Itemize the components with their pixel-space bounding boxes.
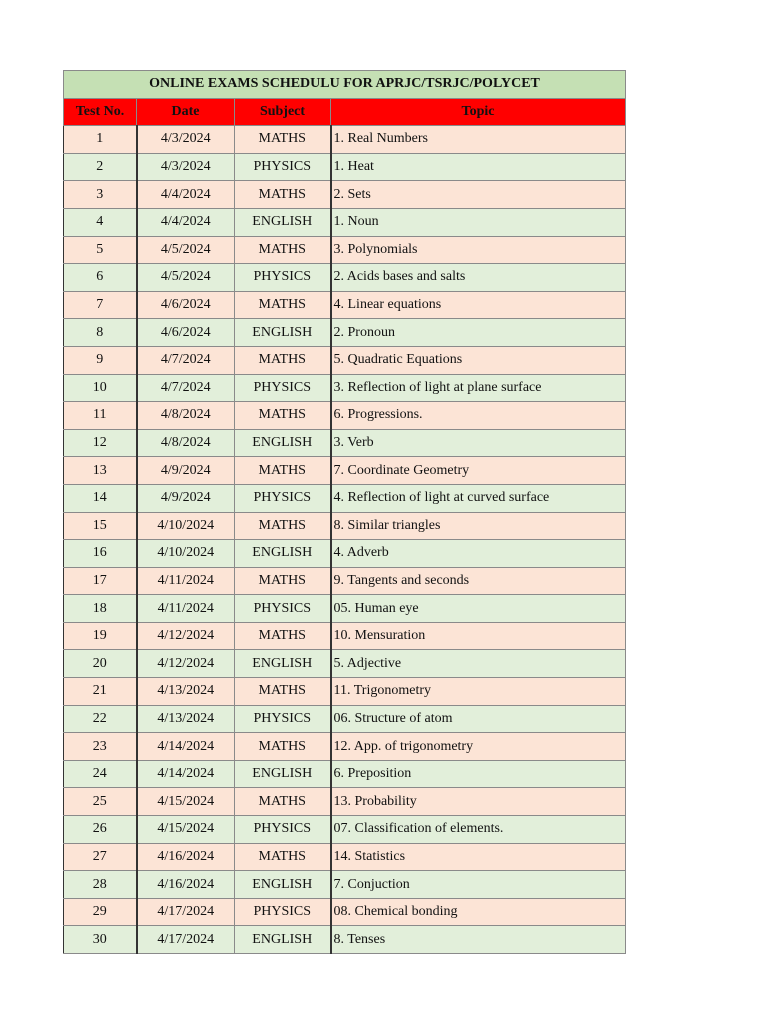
cell-test-no: 30 — [64, 926, 137, 954]
cell-test-no: 2 — [64, 153, 137, 181]
table-row — [64, 871, 626, 899]
cell-subject: ENGLISH — [235, 540, 331, 568]
cell-topic: 08. Chemical bonding — [331, 898, 626, 926]
cell-date: 4/6/2024 — [137, 291, 235, 319]
cell-topic: 06. Structure of atom — [331, 705, 626, 733]
cell-topic: 7. Conjuction — [331, 871, 626, 899]
table-row — [64, 346, 626, 374]
cell-test-no: 25 — [64, 788, 137, 816]
cell-date: 4/9/2024 — [137, 457, 235, 485]
table-row — [64, 319, 626, 347]
cell-topic: 3. Reflection of light at plane surface — [331, 374, 626, 402]
cell-date: 4/5/2024 — [137, 236, 235, 264]
cell-topic: 4. Reflection of light at curved surface — [331, 484, 626, 512]
table-row — [64, 402, 626, 430]
cell-test-no: 23 — [64, 733, 137, 761]
cell-date: 4/11/2024 — [137, 595, 235, 623]
cell-subject: MATHS — [235, 678, 331, 706]
table-row — [64, 181, 626, 209]
cell-subject: MATHS — [235, 843, 331, 871]
cell-test-no: 21 — [64, 678, 137, 706]
cell-date: 4/7/2024 — [137, 346, 235, 374]
cell-test-no: 29 — [64, 898, 137, 926]
cell-test-no: 3 — [64, 181, 137, 209]
table-row — [64, 374, 626, 402]
table-row — [64, 898, 626, 926]
cell-subject: PHYSICS — [235, 484, 331, 512]
table-row — [64, 926, 626, 954]
cell-topic: 8. Similar triangles — [331, 512, 626, 540]
cell-date: 4/16/2024 — [137, 871, 235, 899]
cell-test-no: 13 — [64, 457, 137, 485]
cell-topic: 1. Noun — [331, 208, 626, 236]
cell-subject: ENGLISH — [235, 429, 331, 457]
cell-date: 4/5/2024 — [137, 264, 235, 292]
cell-test-no: 27 — [64, 843, 137, 871]
table-row — [64, 153, 626, 181]
cell-test-no: 4 — [64, 208, 137, 236]
cell-topic: 4. Linear equations — [331, 291, 626, 319]
cell-topic: 14. Statistics — [331, 843, 626, 871]
table-row — [64, 484, 626, 512]
cell-test-no: 24 — [64, 760, 137, 788]
cell-subject: PHYSICS — [235, 705, 331, 733]
cell-test-no: 9 — [64, 346, 137, 374]
cell-topic: 05. Human eye — [331, 595, 626, 623]
cell-subject: PHYSICS — [235, 264, 331, 292]
cell-test-no: 1 — [64, 126, 137, 154]
table-row — [64, 760, 626, 788]
cell-subject: MATHS — [235, 512, 331, 540]
cell-test-no: 20 — [64, 650, 137, 678]
cell-subject: PHYSICS — [235, 816, 331, 844]
cell-date: 4/17/2024 — [137, 898, 235, 926]
cell-subject: PHYSICS — [235, 595, 331, 623]
cell-test-no: 17 — [64, 567, 137, 595]
table-row — [64, 236, 626, 264]
cell-test-no: 22 — [64, 705, 137, 733]
cell-topic: 12. App. of trigonometry — [331, 733, 626, 761]
table-title-row — [64, 71, 626, 99]
cell-date: 4/10/2024 — [137, 512, 235, 540]
cell-subject: ENGLISH — [235, 319, 331, 347]
cell-topic: 2. Pronoun — [331, 319, 626, 347]
cell-topic: 8. Tenses — [331, 926, 626, 954]
cell-date: 4/10/2024 — [137, 540, 235, 568]
table-row — [64, 457, 626, 485]
cell-subject: MATHS — [235, 346, 331, 374]
cell-date: 4/4/2024 — [137, 181, 235, 209]
header-topic: Topic — [331, 98, 626, 126]
cell-date: 4/9/2024 — [137, 484, 235, 512]
table-row — [64, 567, 626, 595]
table-row — [64, 650, 626, 678]
table-row — [64, 512, 626, 540]
cell-subject: PHYSICS — [235, 374, 331, 402]
cell-date: 4/14/2024 — [137, 760, 235, 788]
cell-test-no: 10 — [64, 374, 137, 402]
cell-date: 4/16/2024 — [137, 843, 235, 871]
cell-date: 4/4/2024 — [137, 208, 235, 236]
cell-topic: 2. Acids bases and salts — [331, 264, 626, 292]
cell-subject: MATHS — [235, 457, 331, 485]
cell-subject: ENGLISH — [235, 650, 331, 678]
cell-topic: 5. Adjective — [331, 650, 626, 678]
cell-topic: 1. Real Numbers — [331, 126, 626, 154]
cell-subject: PHYSICS — [235, 898, 331, 926]
table-row — [64, 540, 626, 568]
cell-test-no: 19 — [64, 622, 137, 650]
cell-topic: 6. Preposition — [331, 760, 626, 788]
cell-test-no: 12 — [64, 429, 137, 457]
cell-test-no: 8 — [64, 319, 137, 347]
table-title: ONLINE EXAMS SCHEDULU FOR APRJC/TSRJC/POLYCET — [64, 71, 626, 99]
header-test-no: Test No. — [64, 98, 137, 126]
table-row — [64, 733, 626, 761]
table-row — [64, 291, 626, 319]
exam-schedule-table — [63, 70, 626, 954]
cell-topic: 07. Classification of elements. — [331, 816, 626, 844]
cell-test-no: 5 — [64, 236, 137, 264]
table-row — [64, 705, 626, 733]
cell-topic: 5. Quadratic Equations — [331, 346, 626, 374]
table-row — [64, 429, 626, 457]
table-row — [64, 843, 626, 871]
cell-date: 4/3/2024 — [137, 126, 235, 154]
table-row — [64, 208, 626, 236]
cell-date: 4/12/2024 — [137, 650, 235, 678]
table-row — [64, 126, 626, 154]
cell-test-no: 14 — [64, 484, 137, 512]
table-row — [64, 622, 626, 650]
cell-date: 4/17/2024 — [137, 926, 235, 954]
cell-date: 4/13/2024 — [137, 678, 235, 706]
cell-test-no: 16 — [64, 540, 137, 568]
cell-topic: 3. Polynomials — [331, 236, 626, 264]
cell-test-no: 6 — [64, 264, 137, 292]
header-subject: Subject — [235, 98, 331, 126]
cell-subject: PHYSICS — [235, 153, 331, 181]
table-row — [64, 678, 626, 706]
cell-subject: ENGLISH — [235, 926, 331, 954]
cell-subject: MATHS — [235, 402, 331, 430]
cell-subject: MATHS — [235, 622, 331, 650]
cell-date: 4/7/2024 — [137, 374, 235, 402]
cell-date: 4/11/2024 — [137, 567, 235, 595]
cell-topic: 13. Probability — [331, 788, 626, 816]
cell-topic: 6. Progressions. — [331, 402, 626, 430]
table-row — [64, 788, 626, 816]
cell-test-no: 11 — [64, 402, 137, 430]
cell-subject: MATHS — [235, 788, 331, 816]
cell-subject: MATHS — [235, 567, 331, 595]
cell-topic: 11. Trigonometry — [331, 678, 626, 706]
table-row — [64, 595, 626, 623]
header-date: Date — [137, 98, 235, 126]
cell-topic: 1. Heat — [331, 153, 626, 181]
cell-subject: MATHS — [235, 181, 331, 209]
table-row — [64, 816, 626, 844]
cell-date: 4/15/2024 — [137, 788, 235, 816]
cell-subject: MATHS — [235, 291, 331, 319]
cell-date: 4/8/2024 — [137, 429, 235, 457]
cell-date: 4/3/2024 — [137, 153, 235, 181]
cell-topic: 2. Sets — [331, 181, 626, 209]
cell-topic: 3. Verb — [331, 429, 626, 457]
cell-subject: MATHS — [235, 126, 331, 154]
cell-date: 4/8/2024 — [137, 402, 235, 430]
cell-date: 4/15/2024 — [137, 816, 235, 844]
table-header-row — [64, 98, 626, 126]
cell-topic: 4. Adverb — [331, 540, 626, 568]
cell-test-no: 7 — [64, 291, 137, 319]
cell-subject: ENGLISH — [235, 871, 331, 899]
cell-topic: 7. Coordinate Geometry — [331, 457, 626, 485]
cell-date: 4/14/2024 — [137, 733, 235, 761]
table-row — [64, 264, 626, 292]
cell-test-no: 28 — [64, 871, 137, 899]
cell-subject: ENGLISH — [235, 208, 331, 236]
cell-test-no: 15 — [64, 512, 137, 540]
cell-subject: MATHS — [235, 236, 331, 264]
cell-subject: ENGLISH — [235, 760, 331, 788]
cell-subject: MATHS — [235, 733, 331, 761]
table-body — [64, 126, 626, 954]
cell-test-no: 18 — [64, 595, 137, 623]
cell-test-no: 26 — [64, 816, 137, 844]
cell-date: 4/6/2024 — [137, 319, 235, 347]
cell-topic: 9. Tangents and seconds — [331, 567, 626, 595]
cell-date: 4/13/2024 — [137, 705, 235, 733]
cell-topic: 10. Mensuration — [331, 622, 626, 650]
cell-date: 4/12/2024 — [137, 622, 235, 650]
